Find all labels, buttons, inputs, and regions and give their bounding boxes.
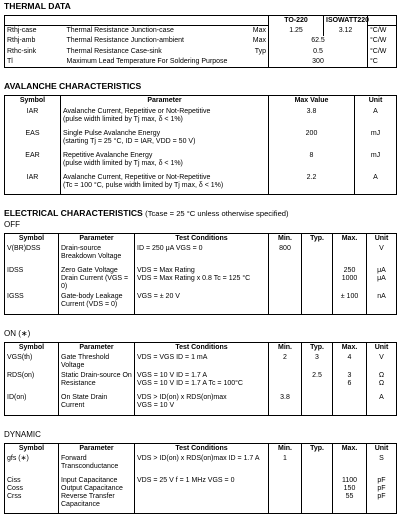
thermal-sym: Rthj-case [7, 27, 37, 35]
off-sym: IGSS [7, 293, 24, 301]
dynamic-row [5, 454, 397, 476]
off-param: Zero Gate Voltage Drain Current (VGS = 0) [59, 266, 135, 292]
on-cond: VGS = 10 V ID = 1.7 A VGS = 10 V ID = 1.7 A Tc = 100°C [135, 371, 269, 393]
electrical-condition: (Tcase = 25 °C unless otherwise specified) [145, 209, 289, 219]
dynamic-min [269, 476, 302, 514]
off-max: ± 100 [333, 292, 367, 314]
dynamic-table [4, 443, 397, 514]
thermal-unit: °C/W [368, 36, 397, 46]
on-sym: RDS(on) [7, 372, 35, 380]
dynamic-header: Min. [269, 443, 302, 454]
on-min: 3.8 [269, 393, 302, 415]
thermal-unit: °C/W [368, 26, 397, 37]
thermal-qual [235, 57, 269, 68]
on-header: Symbol [18, 343, 45, 351]
off-header: Max. [333, 234, 367, 245]
dynamic-max: 1100 150 55 [333, 476, 367, 514]
thermal-param: Thermal Resistance Junction-ambient [66, 37, 184, 45]
avalanche-value: 200 [269, 129, 355, 151]
thermal-sym: Rthc-sink [7, 47, 37, 55]
thermal-value: 0.5 [269, 47, 368, 57]
on-unit: A [367, 393, 397, 415]
off-sym: V(BR)DSS [7, 245, 41, 253]
on-min [269, 371, 302, 393]
on-table [4, 342, 397, 416]
off-header: Min. [269, 234, 302, 245]
dynamic-row [5, 476, 397, 514]
dynamic-max [333, 454, 367, 476]
avalanche-row [5, 151, 397, 173]
avalanche-row [5, 107, 397, 129]
thermal-value: 62.5 [269, 36, 368, 46]
thermal-qual: Typ [254, 47, 266, 55]
avalanche-table [4, 95, 397, 195]
avalanche-param: Avalanche Current, Repetitive or Not-Repetitive (Tc = 100 °C, pulse width limited by Tj max, δ < 1%) [61, 173, 269, 195]
off-unit: nA [367, 292, 397, 314]
off-sym: IDSS [7, 267, 24, 275]
dynamic-cond: VDS = 25 V f = 1 MHz VGS = 0 [135, 476, 269, 514]
off-title: OFF [4, 219, 20, 229]
off-header: Symbol [18, 235, 45, 243]
dynamic-unit: S [367, 454, 397, 476]
on-param: Gate Threshold Voltage [59, 353, 135, 371]
dynamic-typ [302, 454, 333, 476]
on-header: Unit [367, 342, 397, 353]
off-header: Test Conditions [135, 234, 269, 245]
thermal-unit: °C [368, 57, 397, 68]
on-row [5, 371, 397, 393]
off-min [269, 266, 302, 292]
off-row [5, 244, 397, 266]
on-header: Min. [269, 342, 302, 353]
off-param: Gate-body Leakage Current (VDS = 0) [59, 292, 135, 314]
thermal-param: Thermal Resistance Junction-case [66, 27, 174, 35]
dynamic-sym: gfs (∗) [7, 454, 29, 462]
thermal-unit: °C/W [368, 47, 397, 57]
avalanche-value: 8 [269, 151, 355, 173]
off-table [4, 233, 397, 315]
on-header: Max. [333, 342, 367, 353]
dynamic-header: Typ. [302, 443, 333, 454]
off-row [5, 266, 397, 292]
avalanche-header: Max Value [269, 96, 355, 107]
off-typ [302, 266, 333, 292]
on-min: 2 [269, 353, 302, 371]
on-max: 4 [333, 353, 367, 371]
on-unit: Ω Ω [367, 371, 397, 393]
avalanche-sym: EAR [25, 151, 40, 159]
on-param: Static Drain-source On Resistance [59, 371, 135, 393]
dynamic-min: 1 [269, 454, 302, 476]
off-min: 800 [269, 244, 302, 266]
off-typ [302, 292, 333, 314]
on-sym: VGS(th) [7, 354, 33, 362]
dynamic-cond: VDS > ID(on) x RDS(on)max ID = 1.7 A [135, 454, 269, 476]
off-typ [302, 244, 333, 266]
avalanche-unit: mJ [355, 129, 397, 151]
on-typ: 3 [302, 353, 333, 371]
avalanche-unit: A [355, 173, 397, 195]
avalanche-row [5, 129, 397, 151]
datasheet-page [0, 2, 400, 514]
dynamic-param: Input Capacitance Output Capacitance Reverse Transfer Capacitance [59, 476, 135, 514]
off-row [5, 292, 397, 314]
off-cond: VDS = Max Rating VDS = Max Rating x 0.8 Tc = 125 °C [135, 266, 269, 292]
on-sym: ID(on) [7, 394, 27, 402]
on-typ [302, 393, 333, 415]
avalanche-header: Unit [355, 96, 397, 107]
thermal-value: 300 [269, 57, 368, 68]
dynamic-header: Parameter [59, 443, 135, 454]
avalanche-sym: IAR [26, 107, 39, 115]
avalanche-unit: mJ [355, 151, 397, 173]
thermal-col1: TO-220 [269, 15, 324, 26]
avalanche-title: AVALANCHE CHARACTERISTICS [4, 80, 142, 91]
on-max [333, 393, 367, 415]
thermal-sym: Tl [7, 57, 13, 65]
avalanche-header: Symbol [19, 97, 46, 105]
avalanche-sym: EAS [25, 129, 40, 137]
thermal-table [4, 15, 397, 68]
dynamic-sym: Ciss Coss Crss [7, 476, 23, 500]
on-unit: V [367, 353, 397, 371]
avalanche-param: Repetitive Avalanche Energy (pulse width limited by Tj max, δ < 1%) [61, 151, 269, 173]
avalanche-param: Avalanche Current, Repetitive or Not-Repetitive (pulse width limited by Tj max, δ < 1%) [61, 107, 269, 129]
avalanche-value: 2.2 [269, 173, 355, 195]
off-unit: V [367, 244, 397, 266]
thermal-qual: Max [252, 27, 266, 35]
avalanche-header: Parameter [61, 96, 269, 107]
avalanche-sym: IAR [26, 173, 39, 181]
dynamic-typ [302, 476, 333, 514]
on-header: Typ. [302, 342, 333, 353]
electrical-title-text: ELECTRICAL CHARACTERISTICS [4, 208, 143, 219]
off-header: Unit [367, 234, 397, 245]
off-header: Typ. [302, 234, 333, 245]
off-max [333, 244, 367, 266]
off-cond: ID = 250 μA VGS = 0 [135, 244, 269, 266]
off-param: Drain-source Breakdown Voltage [59, 244, 135, 266]
off-header: Parameter [59, 234, 135, 245]
dynamic-header: Unit [367, 443, 397, 454]
dynamic-header: Symbol [18, 444, 45, 452]
thermal-param: Maximum Lead Temperature For Soldering Purpose [66, 57, 228, 65]
off-max: 250 1000 [333, 266, 367, 292]
dynamic-param: Forward Transconductance [59, 454, 135, 476]
on-header: Test Conditions [135, 342, 269, 353]
off-unit: μA μA [367, 266, 397, 292]
dynamic-header: Test Conditions [135, 443, 269, 454]
on-row [5, 353, 397, 371]
avalanche-param: Single Pulse Avalanche Energy (starting Tj = 25 °C, ID = IAR, VDD = 50 V) [61, 129, 269, 151]
on-cond: VDS > ID(on) x RDS(on)max VGS = 10 V [135, 393, 269, 415]
thermal-col2: ISOWATT220 [324, 15, 368, 26]
dynamic-title: DYNAMIC [4, 429, 41, 439]
thermal-v2: 3.12 [324, 26, 368, 37]
on-param: On State Drain Current [59, 393, 135, 415]
dynamic-header: Max. [333, 443, 367, 454]
off-min [269, 292, 302, 314]
thermal-title: THERMAL DATA [4, 1, 71, 11]
electrical-title [4, 209, 396, 219]
avalanche-value: 3.8 [269, 107, 355, 129]
on-typ: 2.5 [302, 371, 333, 393]
thermal-qual: Max [252, 37, 266, 45]
on-row [5, 393, 397, 415]
avalanche-row [5, 173, 397, 195]
off-cond: VGS = ± 20 V [135, 292, 269, 314]
thermal-param: Thermal Resistance Case-sink [66, 47, 162, 55]
on-max: 3 6 [333, 371, 367, 393]
on-cond: VDS = VGS ID = 1 mA [135, 353, 269, 371]
on-title: ON (∗) [4, 328, 31, 338]
on-header: Parameter [59, 342, 135, 353]
dynamic-unit: pF pF pF [367, 476, 397, 514]
thermal-sym: Rthj-amb [7, 37, 36, 45]
avalanche-unit: A [355, 107, 397, 129]
thermal-v1: 1.25 [269, 26, 324, 37]
